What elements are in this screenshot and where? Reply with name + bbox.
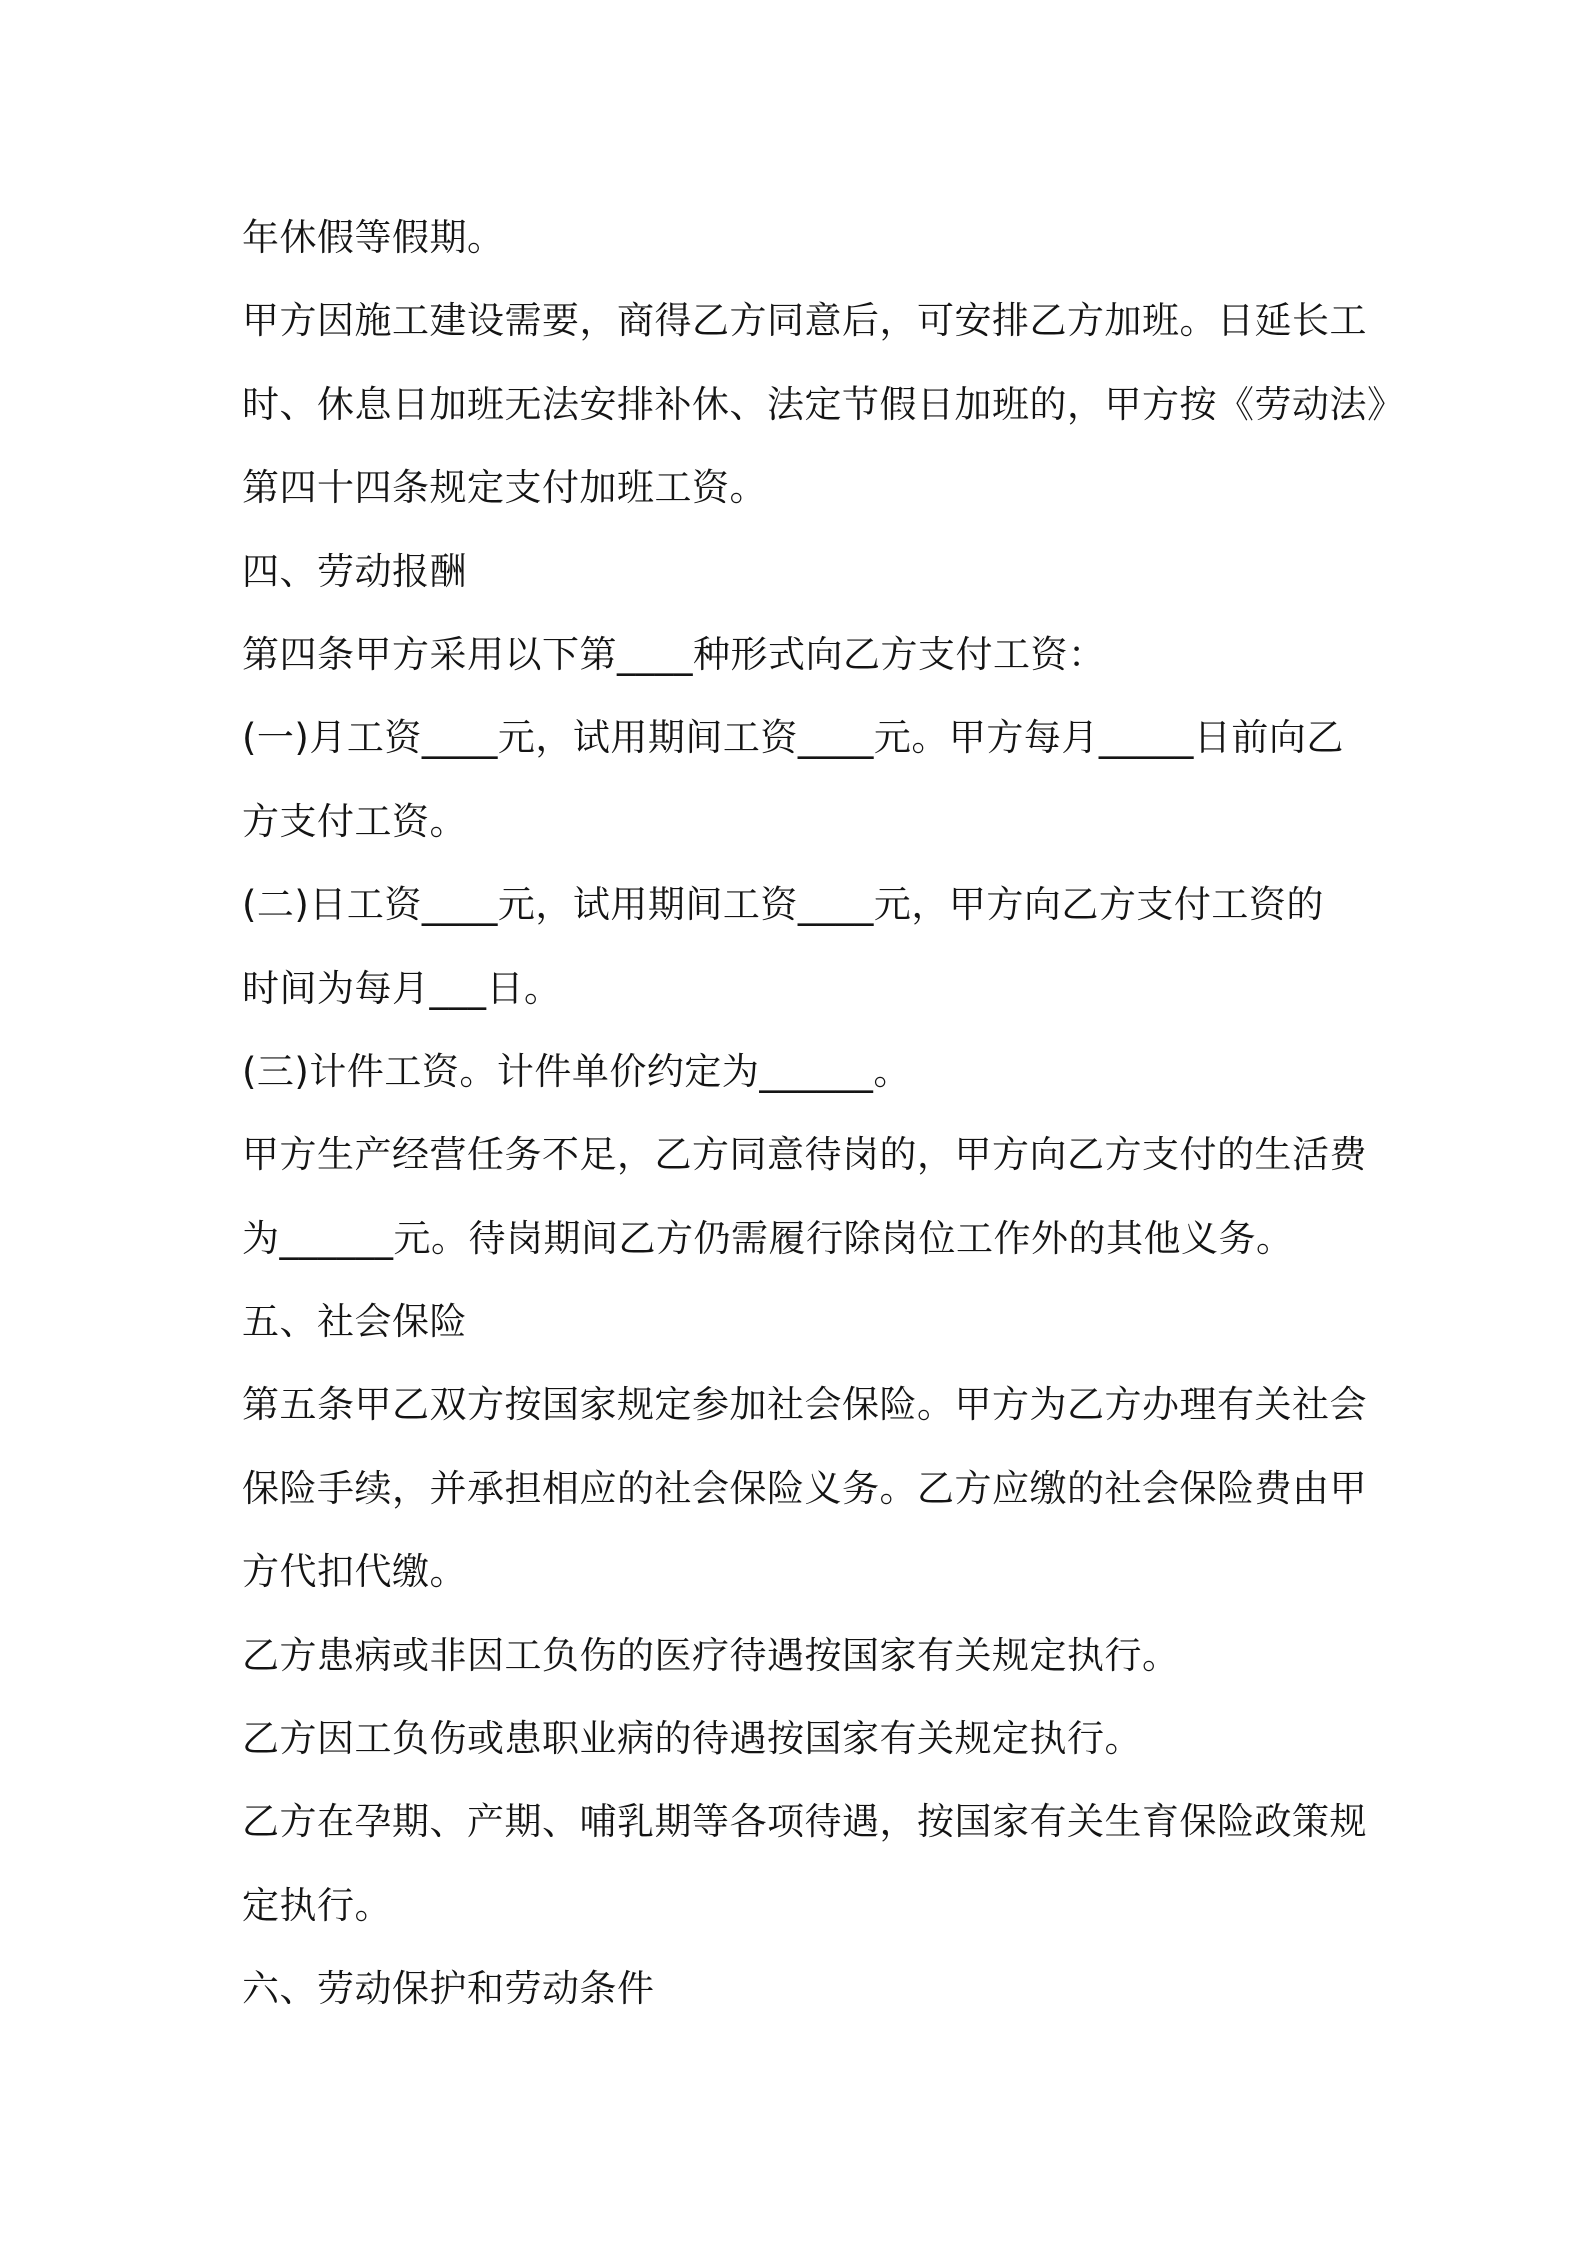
section-heading: 四、劳动报酬 <box>242 549 467 593</box>
text-line: (二)日工资____元，试用期间工资____元，甲方向乙方支付工资的 <box>242 883 1324 927</box>
text-line: 第五条甲乙双方按国家规定参加社会保险。甲方为乙方办理有关社会 <box>242 1383 1367 1427</box>
text-line: 乙方患病或非因工负伤的医疗待遇按国家有关规定执行。 <box>242 1633 1180 1677</box>
text-line: 甲方生产经营任务不足，乙方同意待岗的，甲方向乙方支付的生活费 <box>242 1133 1367 1177</box>
text-line: 乙方在孕期、产期、哺乳期等各项待遇，按国家有关生育保险政策规 <box>242 1800 1367 1844</box>
text-line: (一)月工资____元，试用期间工资____元。甲方每月_____日前向乙 <box>242 716 1344 760</box>
text-line: 定执行。 <box>242 1883 392 1927</box>
text-line: 时间为每月___日。 <box>242 966 562 1010</box>
document-page <box>242 196 1405 2031</box>
text-line: 甲方因施工建设需要，商得乙方同意后，可安排乙方加班。日延长工 <box>242 299 1367 343</box>
text-line: 时、休息日加班无法安排补休、法定节假日加班的，甲方按《劳动法》 <box>242 382 1405 426</box>
text-line: 第四条甲方采用以下第____种形式向乙方支付工资： <box>242 632 1106 676</box>
text-line: 年休假等假期。 <box>242 216 505 259</box>
text-line: 为______元。待岗期间乙方仍需履行除岗位工作外的其他义务。 <box>242 1216 1294 1260</box>
text-line: (三)计件工资。计件单价约定为______。 <box>242 1049 911 1093</box>
text-line: 乙方因工负伤或患职业病的待遇按国家有关规定执行。 <box>242 1717 1142 1761</box>
section-heading: 五、社会保险 <box>242 1300 467 1344</box>
text-line: 方代扣代缴。 <box>242 1550 467 1594</box>
text-line: 第四十四条规定支付加班工资。 <box>242 466 767 510</box>
text-line: 保险手续，并承担相应的社会保险义务。乙方应缴的社会保险费由甲 <box>242 1466 1367 1510</box>
section-heading: 六、劳动保护和劳动条件 <box>242 1967 655 2011</box>
text-line: 方支付工资。 <box>242 799 467 843</box>
